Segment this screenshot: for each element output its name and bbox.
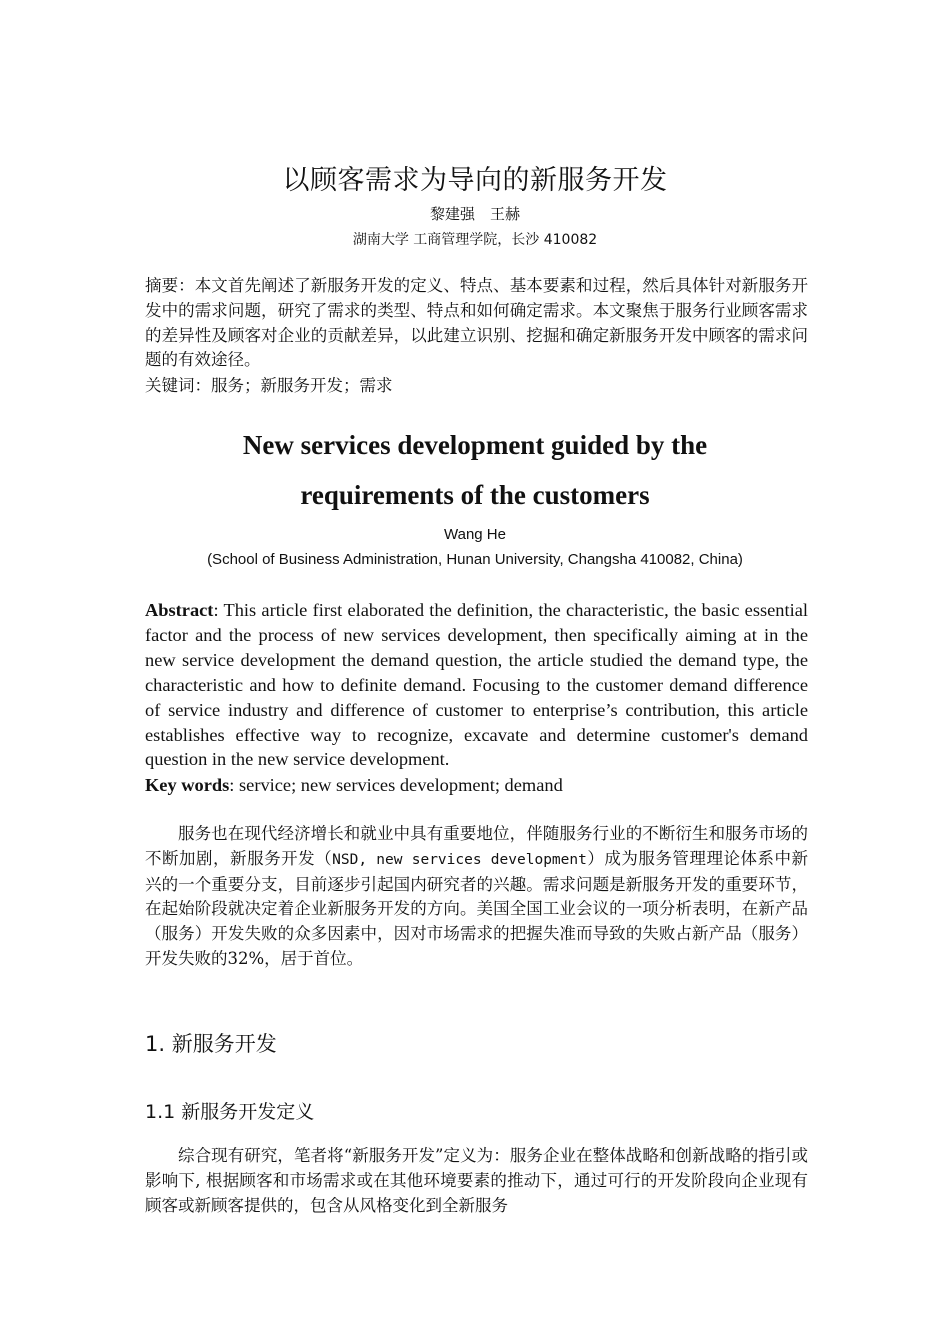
english-affiliation: (School of Business Administration, Hunan University, Changsha 410082, China) bbox=[207, 551, 743, 568]
english-title-line-2: requirements of the customers bbox=[300, 480, 650, 510]
chinese-authors: 黎建强 王赫 bbox=[429, 205, 520, 223]
english-abstract-label: Abstract bbox=[145, 600, 214, 620]
section-1-1-heading: 1.1 新服务开发定义 bbox=[145, 1101, 315, 1123]
chinese-keywords-label: 关键词： bbox=[145, 376, 211, 395]
english-title-line-1: New services development guided by the bbox=[242, 430, 708, 460]
chinese-keywords bbox=[145, 374, 808, 399]
introduction-text-1: 服务也在现代经济增长和就业中具有重要地位，伴随服务行业的不断衍生和服务市场的不断加剧，新服务开发（ bbox=[145, 824, 808, 868]
chinese-keywords-text: 服务；新服务开发；需求 bbox=[211, 376, 393, 395]
english-abstract-text: : This article first elaborated the definition, the characteristic, the basic essential factor and the process of new services development, then specifically aiming at in the new service development the demand question, the article studied the demand type, the characteristic and how to definite demand. Focusing to the customer demand difference of service industry and difference of customer to enterprise’s contribution, this article establishes effective way to recognize, excavate and determine customer's demand question in the new service development. bbox=[145, 600, 808, 770]
introduction-paragraph bbox=[145, 822, 808, 972]
introduction-mono-term: NSD, new services development bbox=[332, 851, 587, 868]
english-abstract bbox=[145, 598, 808, 772]
introduction-text-2: ）成为服务管理理论体系中新兴的一个重要分支，目前逐步引起国内研究者的兴趣。需求问题是新服务开发的重要环节，在起始阶段就决定着企业新服务开发的方向。美国全国工业会议的一项分析表明，在新产品（服务）开发失败的众多因素中，因对市场需求的把握失准而导致的失败占新产品（服务）开发失败的32%，居于首位。 bbox=[145, 848, 809, 968]
chinese-abstract-text: 本文首先阐述了新服务开发的定义、特点、基本要素和过程，然后具体针对新服务开发中的需求问题，研究了需求的类型、特点和如何确定需求。本文聚焦于服务行业顾客需求的差异性及顾客对企业的贡献差异，以此建立识别、挖掘和确定新服务开发中顾客的需求问题的有效途径。 bbox=[145, 276, 809, 370]
chinese-abstract-label: 摘要： bbox=[145, 276, 195, 295]
english-author: Wang He bbox=[444, 526, 506, 543]
chinese-abstract bbox=[145, 274, 808, 373]
section-1-heading: 1. 新服务开发 bbox=[145, 1032, 277, 1056]
chinese-title: 以顾客需求为导向的新服务开发 bbox=[282, 165, 668, 196]
section-1-1-paragraph: 综合现有研究，笔者将“新服务开发”定义为：服务企业在整体战略和创新战略的指引或影响下, 根据顾客和市场需求或在其他环境要素的推动下，通过可行的开发阶段向企业现有顾客或新顾客提供的，包含从风格变化到全新服务 bbox=[145, 1146, 808, 1215]
english-keywords-text: : service; new services development; demand bbox=[229, 775, 563, 795]
english-keywords bbox=[145, 773, 808, 798]
chinese-affiliation: 湖南大学 工商管理学院，长沙 410082 bbox=[352, 232, 598, 248]
english-keywords-label: Key words bbox=[145, 775, 230, 795]
